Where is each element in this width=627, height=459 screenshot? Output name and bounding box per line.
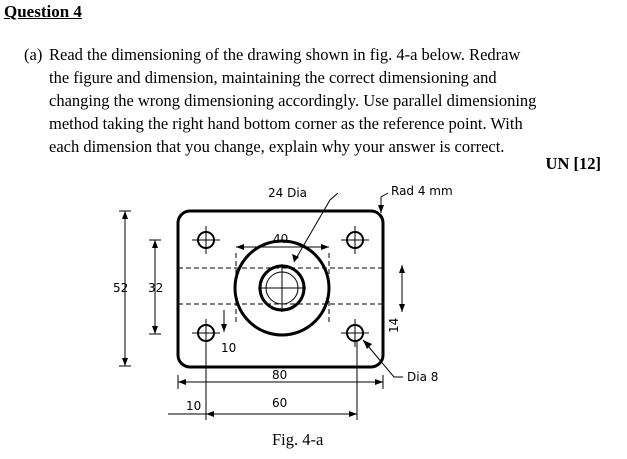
marks-label: UN [12] <box>545 154 601 173</box>
question-line: method taking the right hand bottom corner as the reference point. With <box>49 114 523 133</box>
label-32: 32 <box>148 281 164 295</box>
label-60: 60 <box>272 396 288 410</box>
question-line: each dimension that you change, explain why your answer is correct. <box>49 137 505 156</box>
label-10-bottom: 10 <box>186 399 202 413</box>
label-14: 14 <box>387 317 401 333</box>
part-label: (a) <box>24 45 43 64</box>
label-52: 52 <box>113 281 129 295</box>
label-dia-8: Dia 8 <box>407 370 439 384</box>
label-40: 40 <box>273 232 289 246</box>
label-24-dia: 24 Dia <box>268 186 308 200</box>
figure-caption: Fig. 4-a <box>272 430 324 449</box>
label-80: 80 <box>272 368 288 382</box>
question-line: Read the dimensioning of the drawing shown in fig. 4-a below. Redraw <box>49 45 521 64</box>
question-line: the figure and dimension, maintaining the correct dimensioning and <box>49 68 497 87</box>
question-title: Question 4 <box>4 2 82 21</box>
question-line: changing the wrong dimensioning accordingly. Use parallel dimensioning <box>49 91 537 110</box>
technical-drawing <box>100 178 500 428</box>
label-10-inner: 10 <box>221 341 237 355</box>
label-rad-4: Rad 4 mm <box>391 184 453 198</box>
leader-24-dia <box>294 193 338 262</box>
